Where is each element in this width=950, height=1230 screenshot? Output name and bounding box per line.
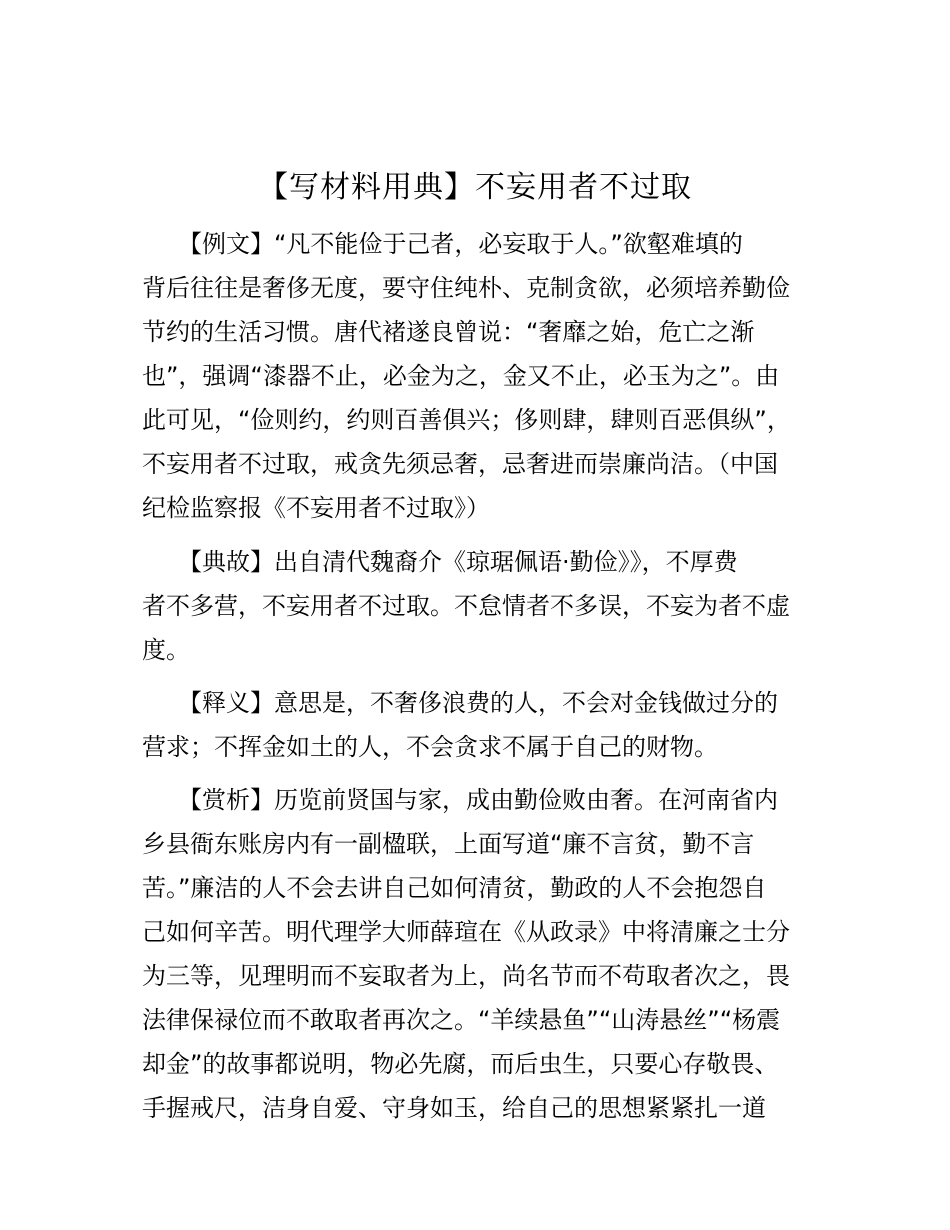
text-line: 法律保禄位而不敢取者再次之。“羊续悬鱼”“山涛悬丝”“杨震 [142,1006,781,1034]
paragraph-example [142,222,832,530]
text-line: 纪检监察报《不妄用者不过取》） [142,494,490,522]
text-line: 苦。”廉洁的人不会去讲自己如何清贫，勤政的人不会抱怨自 [142,874,767,902]
text-line: 营求；不挥金如土的人，不会贪求不属于自己的财物。 [142,733,718,761]
text-line: 节约的生活习惯。唐代褚遂良曾说：“奢靡之始，危亡之渐 [142,318,755,346]
paragraph-allusion [142,540,832,672]
text-line: 也”，强调“漆器不止，必金为之，金又不止，必玉为之”。由 [142,362,780,390]
text-line: 为三等，见理明而不妄取者为上，尚名节而不苟取者次之，畏 [142,962,790,990]
text-line: 却金”的故事都说明，物必先腐，而后虫生，只要心存敬畏、 [142,1050,779,1078]
text-line: 者不多营，不妄用者不过取。不怠情者不多误，不妄为者不虚 [142,592,790,620]
text-line: 【典故】出自清代魏裔介《琼琚佩语·勤俭》》，不厚费 [142,548,738,576]
text-line: 度。 [142,636,190,664]
text-line: 背后往往是奢侈无度，要守住纯朴、克制贪欲，必须培养勤俭 [142,274,790,302]
text-line: 乡县衙东账房内有一副楹联，上面写道“廉不言贫，勤不言 [142,830,755,858]
paragraph-meaning [142,681,832,769]
text-line: 【赏析】历览前贤国与家，成由勤俭败由奢。在河南省内 [142,786,778,814]
text-line: 【例文】“凡不能俭于己者，必妄取于人。”欲壑难填的 [142,230,743,258]
document-title: 【写材料用典】不妄用者不过取 [258,170,692,205]
text-line: 此可见，“俭则约，约则百善俱兴；侈则肆，肆则百恶俱纵”， [142,406,791,434]
document-body [142,222,832,1130]
text-line: 手握戒尺，洁身自爱、守身如玉，给自己的思想紧紧扎一道 [142,1094,766,1122]
text-line: 【释义】意思是，不奢侈浪费的人，不会对金钱做过分的 [142,689,778,717]
text-line: 己如何辛苦。明代理学大师薛瑄在《从政录》中将清廉之士分 [142,918,790,946]
text-line: 不妄用者不过取，戒贪先须忌奢，忌奢进而崇廉尚洁。（中国 [142,450,778,478]
paragraph-appreciation [142,778,832,1130]
